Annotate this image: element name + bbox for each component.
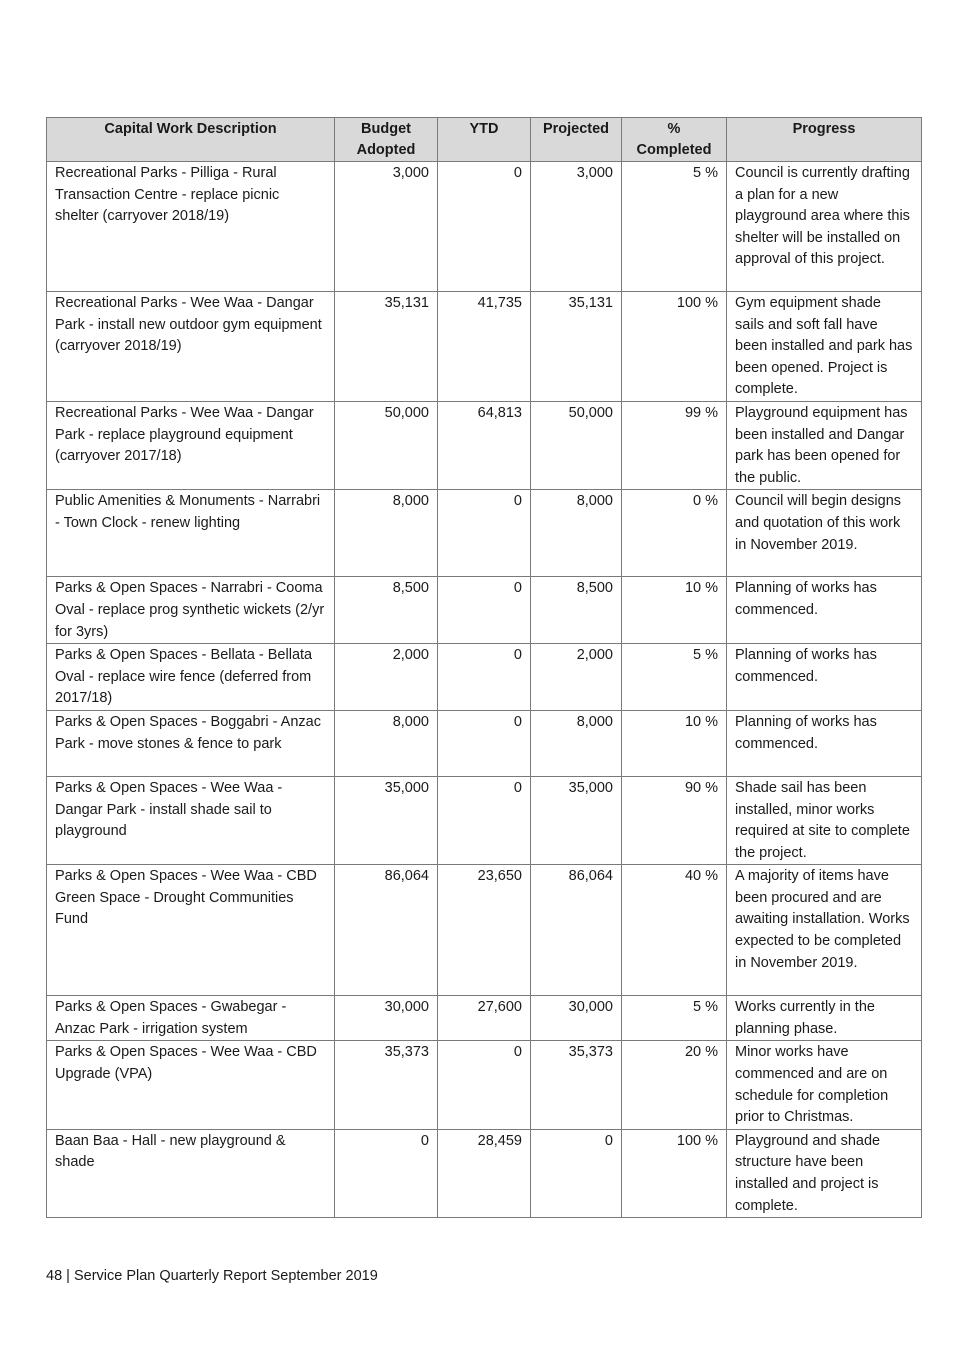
header-projected: Projected [531, 118, 622, 162]
cell-completed: 10 % [622, 710, 727, 776]
cell-completed: 100 % [622, 292, 727, 402]
cell-description: Parks & Open Spaces - Narrabri - Cooma Oval - replace prog synthetic wickets (2/yr for 3yrs) [47, 577, 335, 644]
cell-completed: 5 % [622, 162, 727, 292]
capital-works-table [46, 117, 922, 1218]
table-row [47, 865, 922, 996]
table-row [47, 162, 922, 292]
header-ytd: YTD [438, 118, 531, 162]
cell-projected: 3,000 [531, 162, 622, 292]
header-completed: % Completed [622, 118, 727, 162]
cell-completed: 100 % [622, 1129, 727, 1217]
cell-ytd: 0 [438, 577, 531, 644]
cell-description: Parks & Open Spaces - Bellata - Bellata Oval - replace wire fence (deferred from 2017/18) [47, 644, 335, 711]
cell-completed: 99 % [622, 401, 727, 489]
cell-projected: 86,064 [531, 865, 622, 996]
cell-ytd: 0 [438, 710, 531, 776]
cell-progress: A majority of items have been procured and are awaiting installation. Works expected to be completed in November 2019. [727, 865, 922, 996]
cell-ytd: 41,735 [438, 292, 531, 402]
cell-ytd: 27,600 [438, 996, 531, 1041]
cell-budget: 35,131 [335, 292, 438, 402]
cell-projected: 2,000 [531, 644, 622, 711]
table-row [47, 401, 922, 489]
table-row [47, 996, 922, 1041]
cell-progress: Council is currently drafting a plan for a new playground area where this shelter will be installed on approval of this project. [727, 162, 922, 292]
cell-ytd: 0 [438, 490, 531, 577]
header-progress: Progress [727, 118, 922, 162]
cell-progress: Shade sail has been installed, minor works required at site to complete the project. [727, 776, 922, 864]
cell-projected: 35,000 [531, 776, 622, 864]
cell-budget: 86,064 [335, 865, 438, 996]
cell-projected: 8,500 [531, 577, 622, 644]
cell-projected: 50,000 [531, 401, 622, 489]
cell-progress: Gym equipment shade sails and soft fall have been installed and park has been opened. Project is complete. [727, 292, 922, 402]
cell-progress: Planning of works has commenced. [727, 577, 922, 644]
cell-budget: 3,000 [335, 162, 438, 292]
cell-budget: 50,000 [335, 401, 438, 489]
cell-description: Parks & Open Spaces - Wee Waa - CBD Green Space - Drought Communities Fund [47, 865, 335, 996]
cell-progress: Planning of works has commenced. [727, 710, 922, 776]
cell-ytd: 0 [438, 776, 531, 864]
table-row [47, 490, 922, 577]
cell-projected: 8,000 [531, 710, 622, 776]
cell-progress: Playground equipment has been installed and Dangar park has been opened for the public. [727, 401, 922, 489]
cell-budget: 35,373 [335, 1041, 438, 1129]
cell-budget: 30,000 [335, 996, 438, 1041]
cell-completed: 5 % [622, 996, 727, 1041]
cell-progress: Works currently in the planning phase. [727, 996, 922, 1041]
cell-projected: 0 [531, 1129, 622, 1217]
cell-completed: 20 % [622, 1041, 727, 1129]
cell-projected: 35,373 [531, 1041, 622, 1129]
cell-completed: 0 % [622, 490, 727, 577]
cell-budget: 2,000 [335, 644, 438, 711]
cell-progress: Council will begin designs and quotation of this work in November 2019. [727, 490, 922, 577]
cell-completed: 40 % [622, 865, 727, 996]
cell-description: Recreational Parks - Wee Waa - Dangar Park - replace playground equipment (carryover 2017/18) [47, 401, 335, 489]
cell-ytd: 0 [438, 1041, 531, 1129]
cell-completed: 10 % [622, 577, 727, 644]
table-row [47, 776, 922, 864]
cell-ytd: 0 [438, 162, 531, 292]
cell-description: Recreational Parks - Pilliga - Rural Transaction Centre - replace picnic shelter (carryover 2018/19) [47, 162, 335, 292]
table-header-row [47, 118, 922, 162]
cell-projected: 35,131 [531, 292, 622, 402]
page-footer: 48 | Service Plan Quarterly Report September 2019 [46, 1268, 378, 1284]
table-row [47, 1041, 922, 1129]
cell-description: Baan Baa - Hall - new playground & shade [47, 1129, 335, 1217]
cell-ytd: 28,459 [438, 1129, 531, 1217]
table-row [47, 577, 922, 644]
cell-ytd: 64,813 [438, 401, 531, 489]
cell-description: Parks & Open Spaces - Wee Waa - Dangar Park - install shade sail to playground [47, 776, 335, 864]
cell-progress: Planning of works has commenced. [727, 644, 922, 711]
cell-description: Parks & Open Spaces - Wee Waa - CBD Upgrade (VPA) [47, 1041, 335, 1129]
cell-budget: 0 [335, 1129, 438, 1217]
cell-progress: Playground and shade structure have been installed and project is complete. [727, 1129, 922, 1217]
cell-ytd: 23,650 [438, 865, 531, 996]
cell-budget: 8,000 [335, 710, 438, 776]
cell-ytd: 0 [438, 644, 531, 711]
table-row [47, 1129, 922, 1217]
header-description: Capital Work Description [47, 118, 335, 162]
cell-description: Parks & Open Spaces - Boggabri - Anzac Park - move stones & fence to park [47, 710, 335, 776]
cell-description: Public Amenities & Monuments - Narrabri - Town Clock - renew lighting [47, 490, 335, 577]
cell-budget: 8,500 [335, 577, 438, 644]
cell-budget: 8,000 [335, 490, 438, 577]
cell-description: Parks & Open Spaces - Gwabegar - Anzac Park - irrigation system [47, 996, 335, 1041]
cell-completed: 5 % [622, 644, 727, 711]
cell-projected: 30,000 [531, 996, 622, 1041]
table-row [47, 292, 922, 402]
header-budget: Budget Adopted [335, 118, 438, 162]
cell-budget: 35,000 [335, 776, 438, 864]
cell-description: Recreational Parks - Wee Waa - Dangar Park - install new outdoor gym equipment (carryover 2018/19) [47, 292, 335, 402]
cell-completed: 90 % [622, 776, 727, 864]
table-row [47, 644, 922, 711]
cell-progress: Minor works have commenced and are on schedule for completion prior to Christmas. [727, 1041, 922, 1129]
cell-projected: 8,000 [531, 490, 622, 577]
table-row [47, 710, 922, 776]
